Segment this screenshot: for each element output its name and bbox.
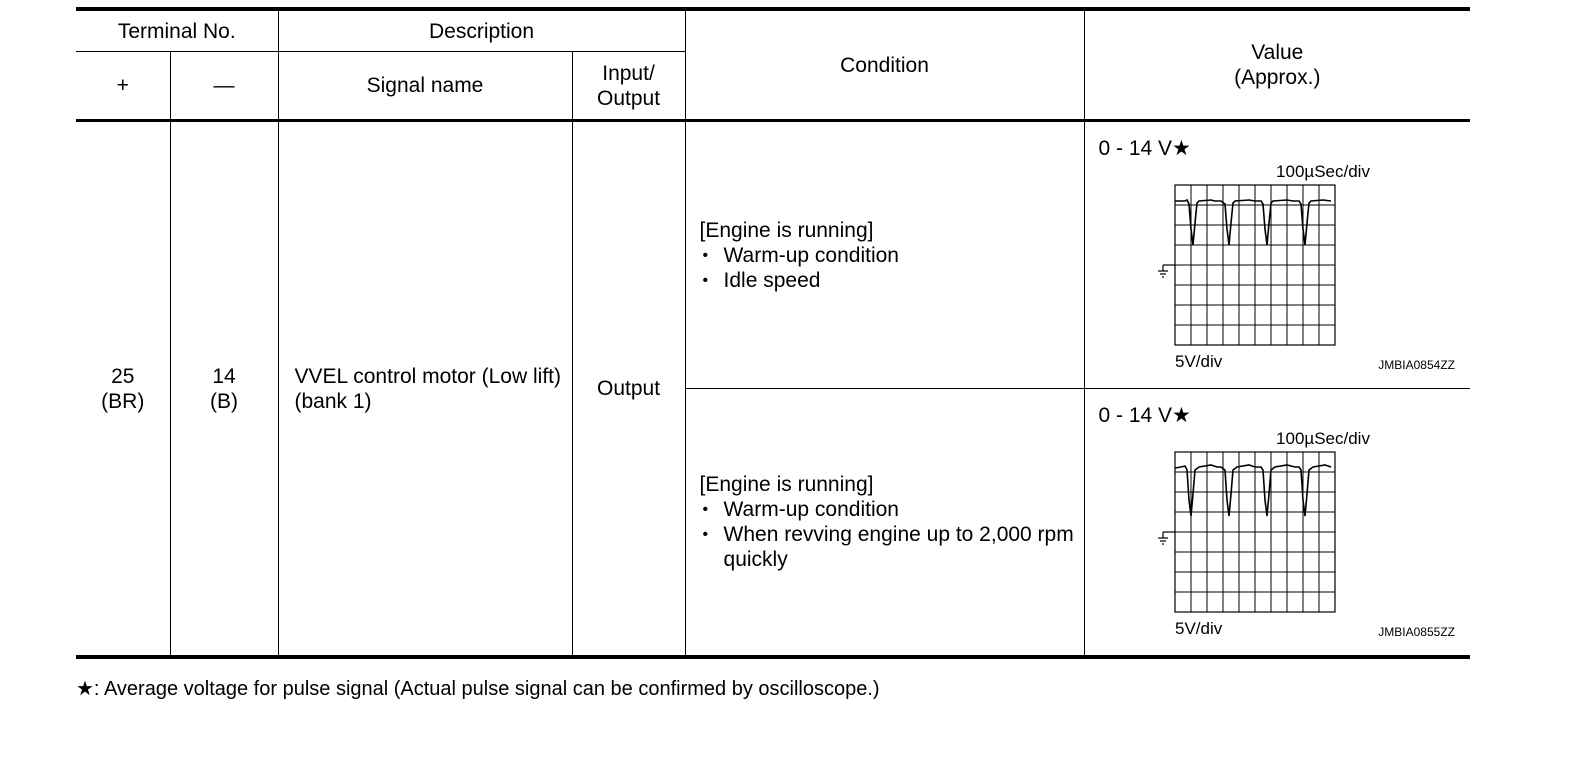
condition-list [700, 243, 1084, 293]
footnote: ★: Average voltage for pulse signal (Actual pulse signal can be confirmed by oscilloscope.) [76, 678, 880, 700]
oscilloscope-waveform-2 [1145, 424, 1471, 644]
figure-id: JMBIA0854ZZ [1377, 358, 1455, 372]
condition-item: • When revving engine up to 2,000 rpm quickly [700, 522, 1084, 572]
value-cell-2 [1084, 389, 1470, 658]
value-text: 0 - 14 V★ [1098, 404, 1191, 427]
value-header-line2: (Approx.) [1234, 66, 1321, 89]
figure-id: JMBIA0855ZZ [1377, 625, 1455, 639]
scope-time-label: 100µSec/div [1275, 162, 1370, 181]
scope-volt-label: 5V/div [1174, 619, 1222, 638]
condition-header: Condition [685, 9, 1084, 121]
signal-name-cell: VVEL control motor (Low lift) (bank 1) [278, 121, 572, 658]
terminal-spec-table [76, 7, 1470, 659]
io-header [572, 52, 685, 121]
description-header: Description [278, 9, 685, 52]
value-header-line1: Value [1251, 41, 1304, 64]
condition-item: • Idle speed [700, 268, 1084, 293]
value-header [1084, 9, 1470, 121]
condition-cell-2 [685, 389, 1084, 658]
ground-symbol-icon [1158, 265, 1175, 277]
terminal-no-header: Terminal No. [76, 9, 278, 52]
condition-title: [Engine is running] [699, 218, 874, 242]
minus-terminal-color: (B) [210, 389, 238, 413]
io-header-line1: Input/ [602, 61, 655, 85]
plus-header: + [76, 52, 170, 121]
minus-terminal-cell [170, 121, 278, 658]
io-header-line2: Output [596, 86, 661, 110]
value-text: 0 - 14 V★ [1098, 137, 1191, 160]
condition-title: [Engine is running] [699, 473, 874, 496]
ground-symbol-icon [1158, 532, 1175, 544]
scope-waveform [1175, 465, 1331, 516]
oscilloscope-waveform-1 [1145, 157, 1471, 377]
value-cell-1 [1084, 121, 1470, 389]
condition-item: • Warm-up condition [700, 497, 1084, 522]
condition-item: • Warm-up condition [700, 243, 1084, 268]
scope-waveform [1175, 200, 1331, 245]
signal-name-header: Signal name [278, 52, 572, 121]
io-cell: Output [572, 121, 685, 658]
condition-list [700, 497, 1084, 572]
scope-grid [1175, 452, 1335, 612]
plus-terminal-color: (BR) [101, 389, 145, 413]
scope-volt-label: 5V/div [1174, 352, 1222, 371]
plus-terminal-number: 25 [111, 364, 135, 388]
condition-cell-1 [685, 121, 1084, 389]
plus-terminal-cell [76, 121, 170, 658]
minus-header: — [170, 52, 278, 121]
scope-time-label: 100µSec/div [1275, 429, 1370, 448]
minus-terminal-number: 14 [212, 364, 236, 388]
scope-grid [1175, 185, 1335, 345]
